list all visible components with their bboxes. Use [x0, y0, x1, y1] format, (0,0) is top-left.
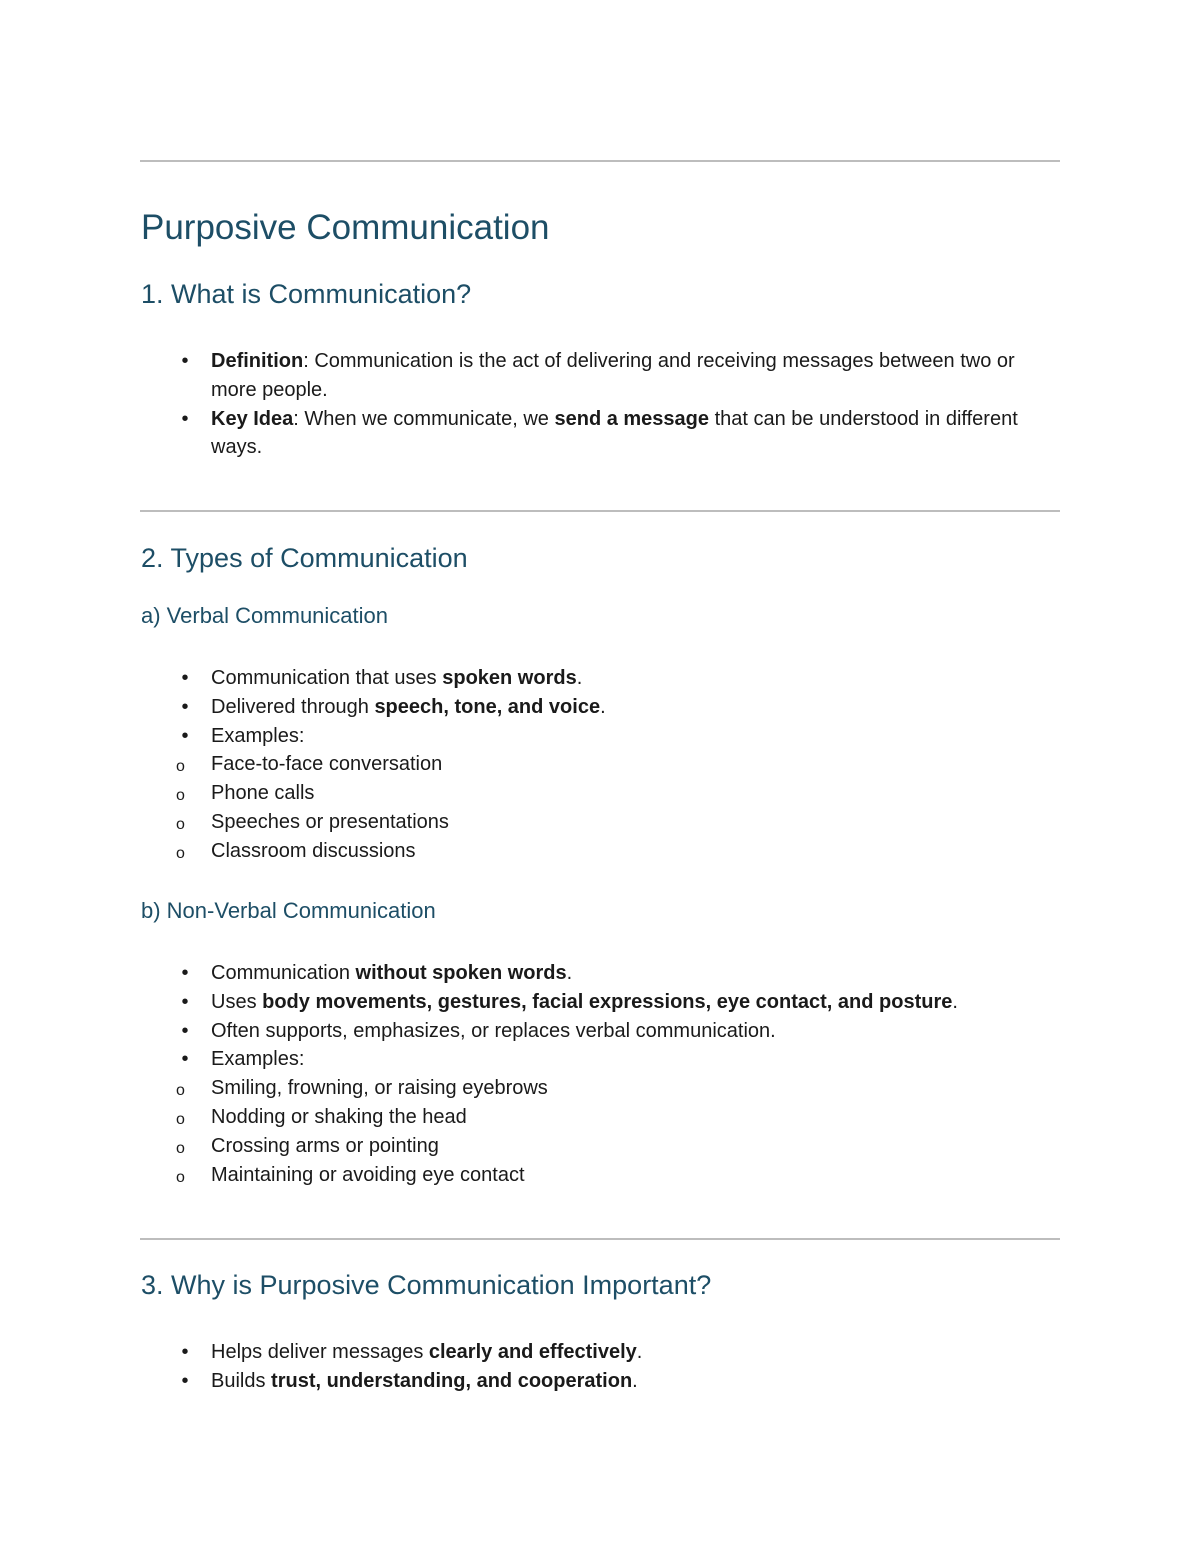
sub-list-item — [140, 750, 1060, 779]
divider-1 — [140, 510, 1060, 512]
item-text: Uses — [211, 990, 263, 1013]
verbal-heading: a) Verbal Communication — [141, 603, 389, 628]
section3-list — [181, 1338, 1060, 1396]
example-text: Smiling, frowning, or raising eyebrows — [211, 1077, 548, 1100]
circle-bullet-icon: o — [176, 1082, 185, 1100]
examples-label: Examples: — [211, 1048, 305, 1071]
sub-list-item — [140, 808, 1060, 837]
list-item — [181, 347, 1060, 405]
item-bold: speech, tone, and voice — [374, 695, 601, 718]
list-item — [181, 988, 1060, 1017]
list-item — [181, 1017, 1060, 1046]
sub-list-item — [140, 1074, 1060, 1103]
section3-heading: 3. Why is Purposive Communication Important? — [141, 1270, 712, 1300]
verbal-examples — [140, 750, 1060, 865]
list-item — [181, 959, 1060, 988]
section2-heading: 2. Types of Communication — [141, 543, 468, 573]
item-text: Often supports, emphasizes, or replaces verbal communication. — [211, 1019, 776, 1042]
item-text: Communication that uses — [211, 667, 443, 689]
example-text: Nodding or shaking the head — [211, 1105, 467, 1128]
circle-bullet-icon: o — [176, 815, 185, 833]
example-text: Face-to-face conversation — [211, 753, 443, 776]
sub-list-item — [140, 779, 1060, 808]
item-text: Communication — [211, 962, 356, 984]
section1-list — [181, 347, 1060, 462]
sub-list-item — [140, 1103, 1060, 1132]
item-end: . — [566, 962, 573, 984]
bullet-icon: • — [181, 990, 189, 1013]
circle-bullet-icon: o — [176, 1110, 185, 1128]
item-bold: trust, understanding, and cooperation — [271, 1369, 633, 1392]
sub-list-item — [140, 1161, 1060, 1190]
circle-bullet-icon: o — [176, 787, 185, 805]
nonverbal-examples — [140, 1074, 1060, 1189]
example-text: Crossing arms or pointing — [211, 1134, 439, 1157]
item-end: . — [636, 1341, 643, 1363]
item-end: . — [600, 695, 606, 718]
bullet-icon: • — [181, 1048, 189, 1071]
circle-bullet-icon: o — [176, 844, 185, 862]
key-idea-text-end: that can be understood in different ways. — [211, 407, 1018, 459]
bullet-icon: • — [181, 724, 189, 747]
item-bold: body movements, gestures, facial expressions, eye contact, and posture — [262, 990, 953, 1013]
item-bold: clearly and effectively — [428, 1341, 637, 1363]
list-item — [181, 1367, 1060, 1396]
bullet-icon: • — [181, 1019, 189, 1042]
bullet-icon: • — [181, 695, 189, 718]
document-title: Purposive Communication — [141, 208, 550, 247]
verbal-list — [176, 664, 1060, 866]
list-item — [181, 405, 1060, 463]
bullet-icon: • — [181, 962, 189, 984]
example-text: Classroom discussions — [211, 839, 416, 862]
list-item — [176, 1045, 1060, 1189]
key-idea-bold: send a message — [554, 407, 710, 430]
circle-bullet-icon: o — [176, 1168, 185, 1186]
definition-text: : Communication is the act of delivering and receiving messages between two or more people. — [211, 350, 1015, 401]
sub-list-item — [140, 837, 1060, 866]
circle-bullet-icon: o — [176, 1139, 185, 1157]
bullet-icon: • — [181, 350, 189, 372]
bullet-icon: • — [181, 1369, 189, 1392]
nonverbal-list — [176, 959, 1060, 1189]
bullet-icon: • — [181, 407, 189, 430]
circle-bullet-icon: o — [176, 758, 185, 776]
divider-top — [140, 160, 1060, 162]
section1-heading: 1. What is Communication? — [141, 279, 472, 309]
example-text: Maintaining or avoiding eye contact — [211, 1163, 525, 1186]
nonverbal-heading: b) Non-Verbal Communication — [141, 898, 436, 923]
examples-label: Examples: — [211, 724, 305, 747]
item-end: . — [576, 667, 583, 689]
key-idea-text: : When we communicate, we — [293, 407, 555, 430]
bullet-icon: • — [181, 1341, 189, 1363]
item-bold: spoken words — [442, 667, 577, 689]
example-text: Phone calls — [211, 782, 315, 805]
list-item — [176, 722, 1060, 866]
item-text: Helps deliver messages — [211, 1341, 429, 1363]
list-item — [181, 664, 1060, 693]
list-item — [181, 1338, 1060, 1367]
item-end: . — [632, 1369, 638, 1392]
sub-list-item — [140, 1132, 1060, 1161]
item-text: Delivered through — [211, 695, 375, 718]
definition-label: Definition — [211, 350, 304, 372]
item-bold: without spoken words — [355, 962, 567, 984]
item-text: Builds — [211, 1369, 272, 1392]
list-item — [181, 693, 1060, 722]
key-idea-label: Key Idea — [211, 407, 294, 430]
item-end: . — [952, 990, 958, 1013]
bullet-icon: • — [181, 667, 189, 689]
divider-2 — [140, 1238, 1060, 1240]
example-text: Speeches or presentations — [211, 810, 449, 833]
